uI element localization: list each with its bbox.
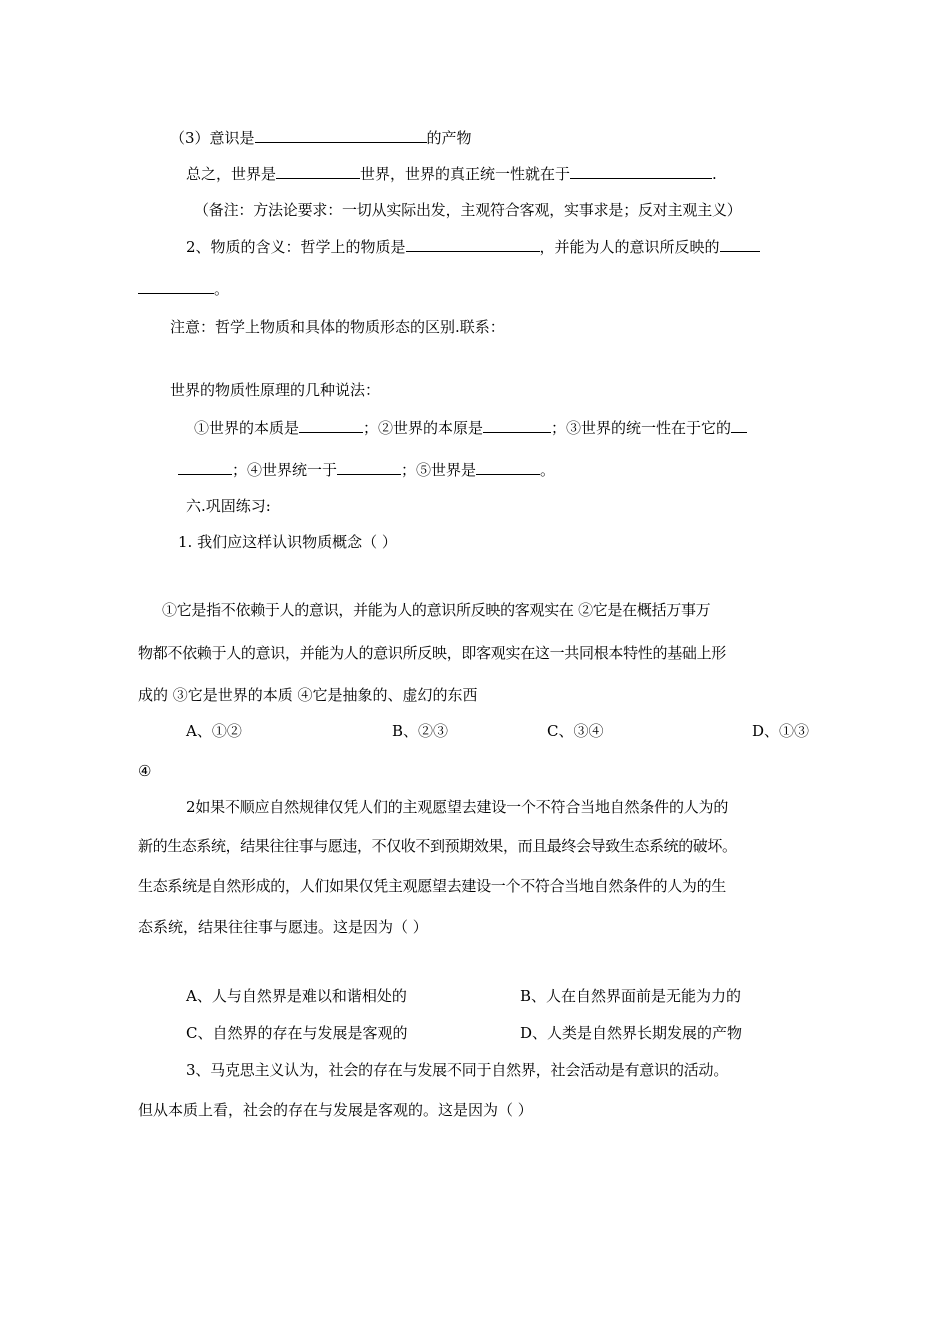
blank-reflected-part2[interactable] [138, 278, 214, 294]
q1-body-line-2: 物都不依赖于人的意识，并能为人的意识所反映，即客观实在这一共同根本特性的基础上形 [138, 644, 727, 662]
sayings-title: 世界的物质性原理的几种说法： [170, 381, 381, 399]
blank-reflected-part1[interactable] [720, 236, 760, 252]
item3-prefix: （3）意识是 [170, 129, 255, 147]
q1-option-a[interactable]: A、①② [186, 722, 242, 740]
q3-line-2: 但从本质上看，社会的存在与发展是客观的。这是因为（ ） [138, 1101, 533, 1119]
blank-world-is[interactable] [476, 459, 540, 475]
item3-suffix: 的产物 [426, 129, 472, 147]
saying-1: ①世界的本质是 [194, 419, 300, 437]
sayings-line-2 [178, 459, 555, 480]
saying-end: 。 [540, 461, 556, 479]
blank-origin[interactable] [483, 417, 551, 433]
q2-option-c[interactable]: C、自然界的存在与发展是客观的 [186, 1024, 408, 1042]
q2-line-1: 2如果不顺应自然规律仅凭人们的主观愿望去建设一个不符合当地自然条件的人为的 [186, 798, 729, 816]
q1-option-b[interactable]: B、②③ [392, 722, 449, 740]
methodology-note: （备注：方法论要求：一切从实际出发，主观符合客观，实事求是；反对主观主义） [194, 201, 742, 219]
blank-unified-in[interactable] [337, 459, 401, 475]
q1-body-line-1: ①它是指不依赖于人的意识，并能为人的意识所反映的客观实在 ②它是在概括万事万 [162, 601, 711, 619]
q1-option-c[interactable]: C、③④ [547, 722, 604, 740]
sayings-line-1 [194, 417, 747, 438]
saying-4: ；④世界统一于 [232, 461, 338, 479]
q3-line-1: 3、马克思主义认为，社会的存在与发展不同于自然界，社会活动是有意识的活动。 [186, 1061, 729, 1079]
saying-5: ；⑤世界是 [401, 461, 477, 479]
summary-line [186, 163, 717, 184]
item3-line [170, 127, 472, 148]
summary-prefix: 总之，世界是 [186, 165, 277, 183]
q1-option-d-wrap: ④ [138, 762, 152, 780]
summary-end: . [712, 165, 717, 183]
blank-matter-definition[interactable] [406, 236, 540, 252]
blank-unity-part2[interactable] [178, 459, 232, 475]
blank-unity-part1[interactable] [731, 417, 747, 433]
q2-line-4: 态系统，结果往往事与愿违。这是因为（ ） [138, 918, 428, 936]
q2-option-d[interactable]: D、人类是自然界长期发展的产物 [520, 1024, 743, 1042]
q2-option-a[interactable]: A、人与自然界是难以和谐相处的 [186, 987, 407, 1005]
q2-line-3: 生态系统是自然形成的，人们如果仅凭主观愿望去建设一个不符合当地自然条件的人为的生 [138, 877, 727, 895]
saying-3: ；③世界的统一性在于它的 [551, 419, 732, 437]
attention-line: 注意：哲学上物质和具体的物质形态的区别.联系： [170, 318, 505, 336]
blank-world-unity[interactable] [570, 163, 712, 179]
def-mid: ，并能为人的意识所反映的 [539, 238, 720, 256]
q1-option-d[interactable]: D、①③ [752, 722, 810, 740]
q1-body-line-3: 成的 ③它是世界的本质 ④它是抽象的、虚幻的东西 [138, 686, 478, 704]
saying-2: ；②世界的本原是 [363, 419, 484, 437]
q2-line-2: 新的生态系统，结果往往事与愿违，不仅收不到预期效果，而且最终会导致生态系统的破坏。 [138, 837, 737, 855]
q2-option-b[interactable]: B、人在自然界面前是无能为力的 [520, 987, 742, 1005]
blank-consciousness-source[interactable] [255, 127, 427, 143]
q1-stem: 1. 我们应这样认识物质概念（ ） [178, 533, 397, 551]
matter-definition-line [186, 236, 760, 257]
practice-title: 六.巩固练习: [186, 497, 271, 515]
def-prefix: 2、物质的含义：哲学上的物质是 [186, 238, 406, 256]
blank-world-nature[interactable] [276, 163, 360, 179]
matter-definition-wrap [138, 278, 229, 299]
summary-mid: 世界，世界的真正统一性就在于 [360, 165, 571, 183]
def-end: 。 [214, 280, 230, 298]
blank-essence[interactable] [299, 417, 363, 433]
